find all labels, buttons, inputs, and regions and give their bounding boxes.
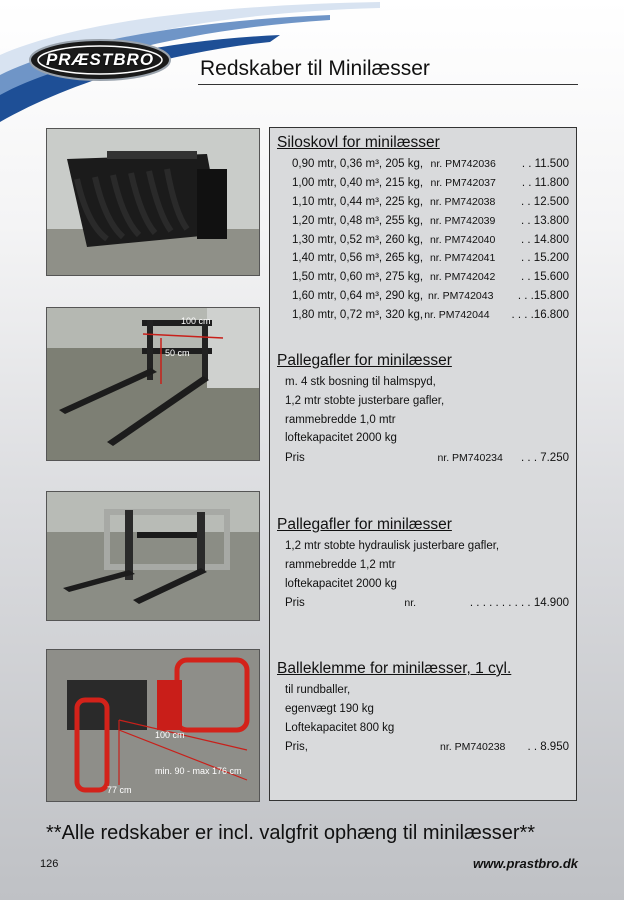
spec-text: 1,30 mtr, 0,52 m³, 260 kg, xyxy=(292,233,424,246)
siloskovl-title: Siloskovl for minilæsser xyxy=(277,134,440,151)
siloskovl-row xyxy=(277,249,569,268)
pallegafler1-line: 1,2 mtr stobte justerbare gafler, xyxy=(285,394,445,407)
silo-bucket-photo xyxy=(46,128,260,276)
pallegafler2-line: rammebredde 1,2 mtr xyxy=(285,558,396,571)
balleklemme-line: til rundballer, xyxy=(285,684,351,696)
spec-text: 1,60 mtr, 0,64 m³, 290 kg, xyxy=(292,289,424,302)
price-value: . . 13.800 xyxy=(521,214,569,227)
price-value: . . . .16.800 xyxy=(511,308,569,321)
item-number: nr. xyxy=(404,596,417,609)
page-number: 126 xyxy=(40,858,59,870)
bale-clamp-photo xyxy=(46,649,260,802)
siloskovl-row xyxy=(277,155,569,174)
price-value: . . .15.800 xyxy=(517,289,569,302)
pallegafler1-line: m. 4 stk bosning til halmspyd, xyxy=(285,376,436,388)
pallegafler1-title: Pallegafler for minilæsser xyxy=(277,352,452,369)
pallegafler2-title: Pallegafler for minilæsser xyxy=(277,516,452,533)
spec-text: 1,80 mtr, 0,72 m³, 320 kg, xyxy=(292,308,424,321)
spec-text: 0,90 mtr, 0,36 m³, 205 kg, xyxy=(292,158,424,171)
pallegafler2-section xyxy=(277,516,569,612)
pallegafler1-section xyxy=(277,352,569,467)
pallet-forks-photo-2 xyxy=(46,491,260,621)
item-number: nr. PM742043 xyxy=(428,289,494,302)
item-number: nr. PM742039 xyxy=(429,214,496,227)
pallegafler2-line: loftekapacitet 2000 kg xyxy=(285,577,397,590)
bale-label-range: min. 90 - max 176 cm xyxy=(155,766,242,776)
price-value: . . 11.800 xyxy=(521,177,569,190)
price-value: . . 8.950 xyxy=(527,740,569,753)
bale-label-100cm: 100 cm xyxy=(155,730,185,740)
spec-text: 1,10 mtr, 0,44 m³, 225 kg, xyxy=(292,195,424,208)
height-dimension-label: 50 cm xyxy=(165,348,190,358)
item-number: nr. PM742040 xyxy=(429,233,496,246)
balleklemme-line: Loftekapacitet 800 kg xyxy=(285,721,395,734)
price-value: . . 15.600 xyxy=(521,271,569,284)
pallegafler2-line: 1,2 mtr stobte hydraulisk justerbare gafler, xyxy=(285,540,500,552)
pallegafler1-line: rammebredde 1,0 mtr xyxy=(285,413,396,426)
item-number: nr. PM742036 xyxy=(430,158,496,171)
product-panel xyxy=(269,127,577,801)
item-number: nr. PM742042 xyxy=(429,271,496,284)
siloskovl-row xyxy=(277,230,569,249)
item-number: nr. PM742038 xyxy=(429,195,496,208)
item-number: nr. PM742044 xyxy=(424,308,490,321)
siloskovl-section xyxy=(277,134,569,324)
item-number: nr. PM742037 xyxy=(430,177,496,190)
spec-text: 1,50 mtr, 0,60 m³, 275 kg, xyxy=(292,271,424,284)
logo-text: PRÆSTBRO xyxy=(45,50,155,69)
siloskovl-row xyxy=(277,211,569,230)
price-value: . . 12.500 xyxy=(521,195,569,208)
price-label: Pris xyxy=(285,451,305,464)
siloskovl-row xyxy=(277,268,569,287)
pallegafler1-price-row xyxy=(277,448,569,467)
balleklemme-section xyxy=(277,660,569,756)
price-value: . . 15.200 xyxy=(521,252,569,265)
balleklemme-line: egenvægt 190 kg xyxy=(285,702,374,715)
bale-label-77cm: 77 cm xyxy=(107,785,132,795)
price-label: Pris xyxy=(285,596,305,609)
siloskovl-row xyxy=(277,287,569,306)
pallegafler2-price-row xyxy=(277,593,569,612)
siloskovl-row xyxy=(277,305,569,324)
price-value: . . 14.800 xyxy=(521,233,569,246)
price-value: . . . . . . . . . . 14.900 xyxy=(469,596,569,609)
footnote: **Alle redskaber er incl. valgfrit ophæng til minilæsser** xyxy=(46,822,536,844)
balleklemme-title: Balleklemme for minilæsser, 1 cyl. xyxy=(277,660,512,677)
siloskovl-rows xyxy=(277,155,569,324)
item-number: nr. PM742041 xyxy=(429,252,496,265)
page-title: Redskaber til Minilæsser xyxy=(200,57,430,80)
siloskovl-row xyxy=(277,193,569,212)
spec-text: 1,20 mtr, 0,48 m³, 255 kg, xyxy=(292,214,424,227)
pallet-forks-photo-1 xyxy=(46,307,260,461)
item-number: nr. PM740234 xyxy=(437,451,503,464)
price-label: Pris, xyxy=(285,740,308,753)
price-value: . . 11.500 xyxy=(521,158,569,171)
balleklemme-price-row xyxy=(277,737,569,756)
siloskovl-row xyxy=(277,174,569,193)
price-value: . . . 7.250 xyxy=(521,451,569,464)
width-dimension-label: 100 cm xyxy=(181,316,211,326)
item-number: nr. PM740238 xyxy=(440,740,506,753)
pallegafler1-line: loftekapacitet 2000 kg xyxy=(285,432,397,445)
spec-text: 1,40 mtr, 0,56 m³, 265 kg, xyxy=(292,252,424,265)
spec-text: 1,00 mtr, 0,40 m³, 215 kg, xyxy=(292,177,424,190)
brand-logo xyxy=(28,36,172,84)
title-divider xyxy=(198,84,578,85)
website-link[interactable]: www.prastbro.dk xyxy=(473,856,578,871)
